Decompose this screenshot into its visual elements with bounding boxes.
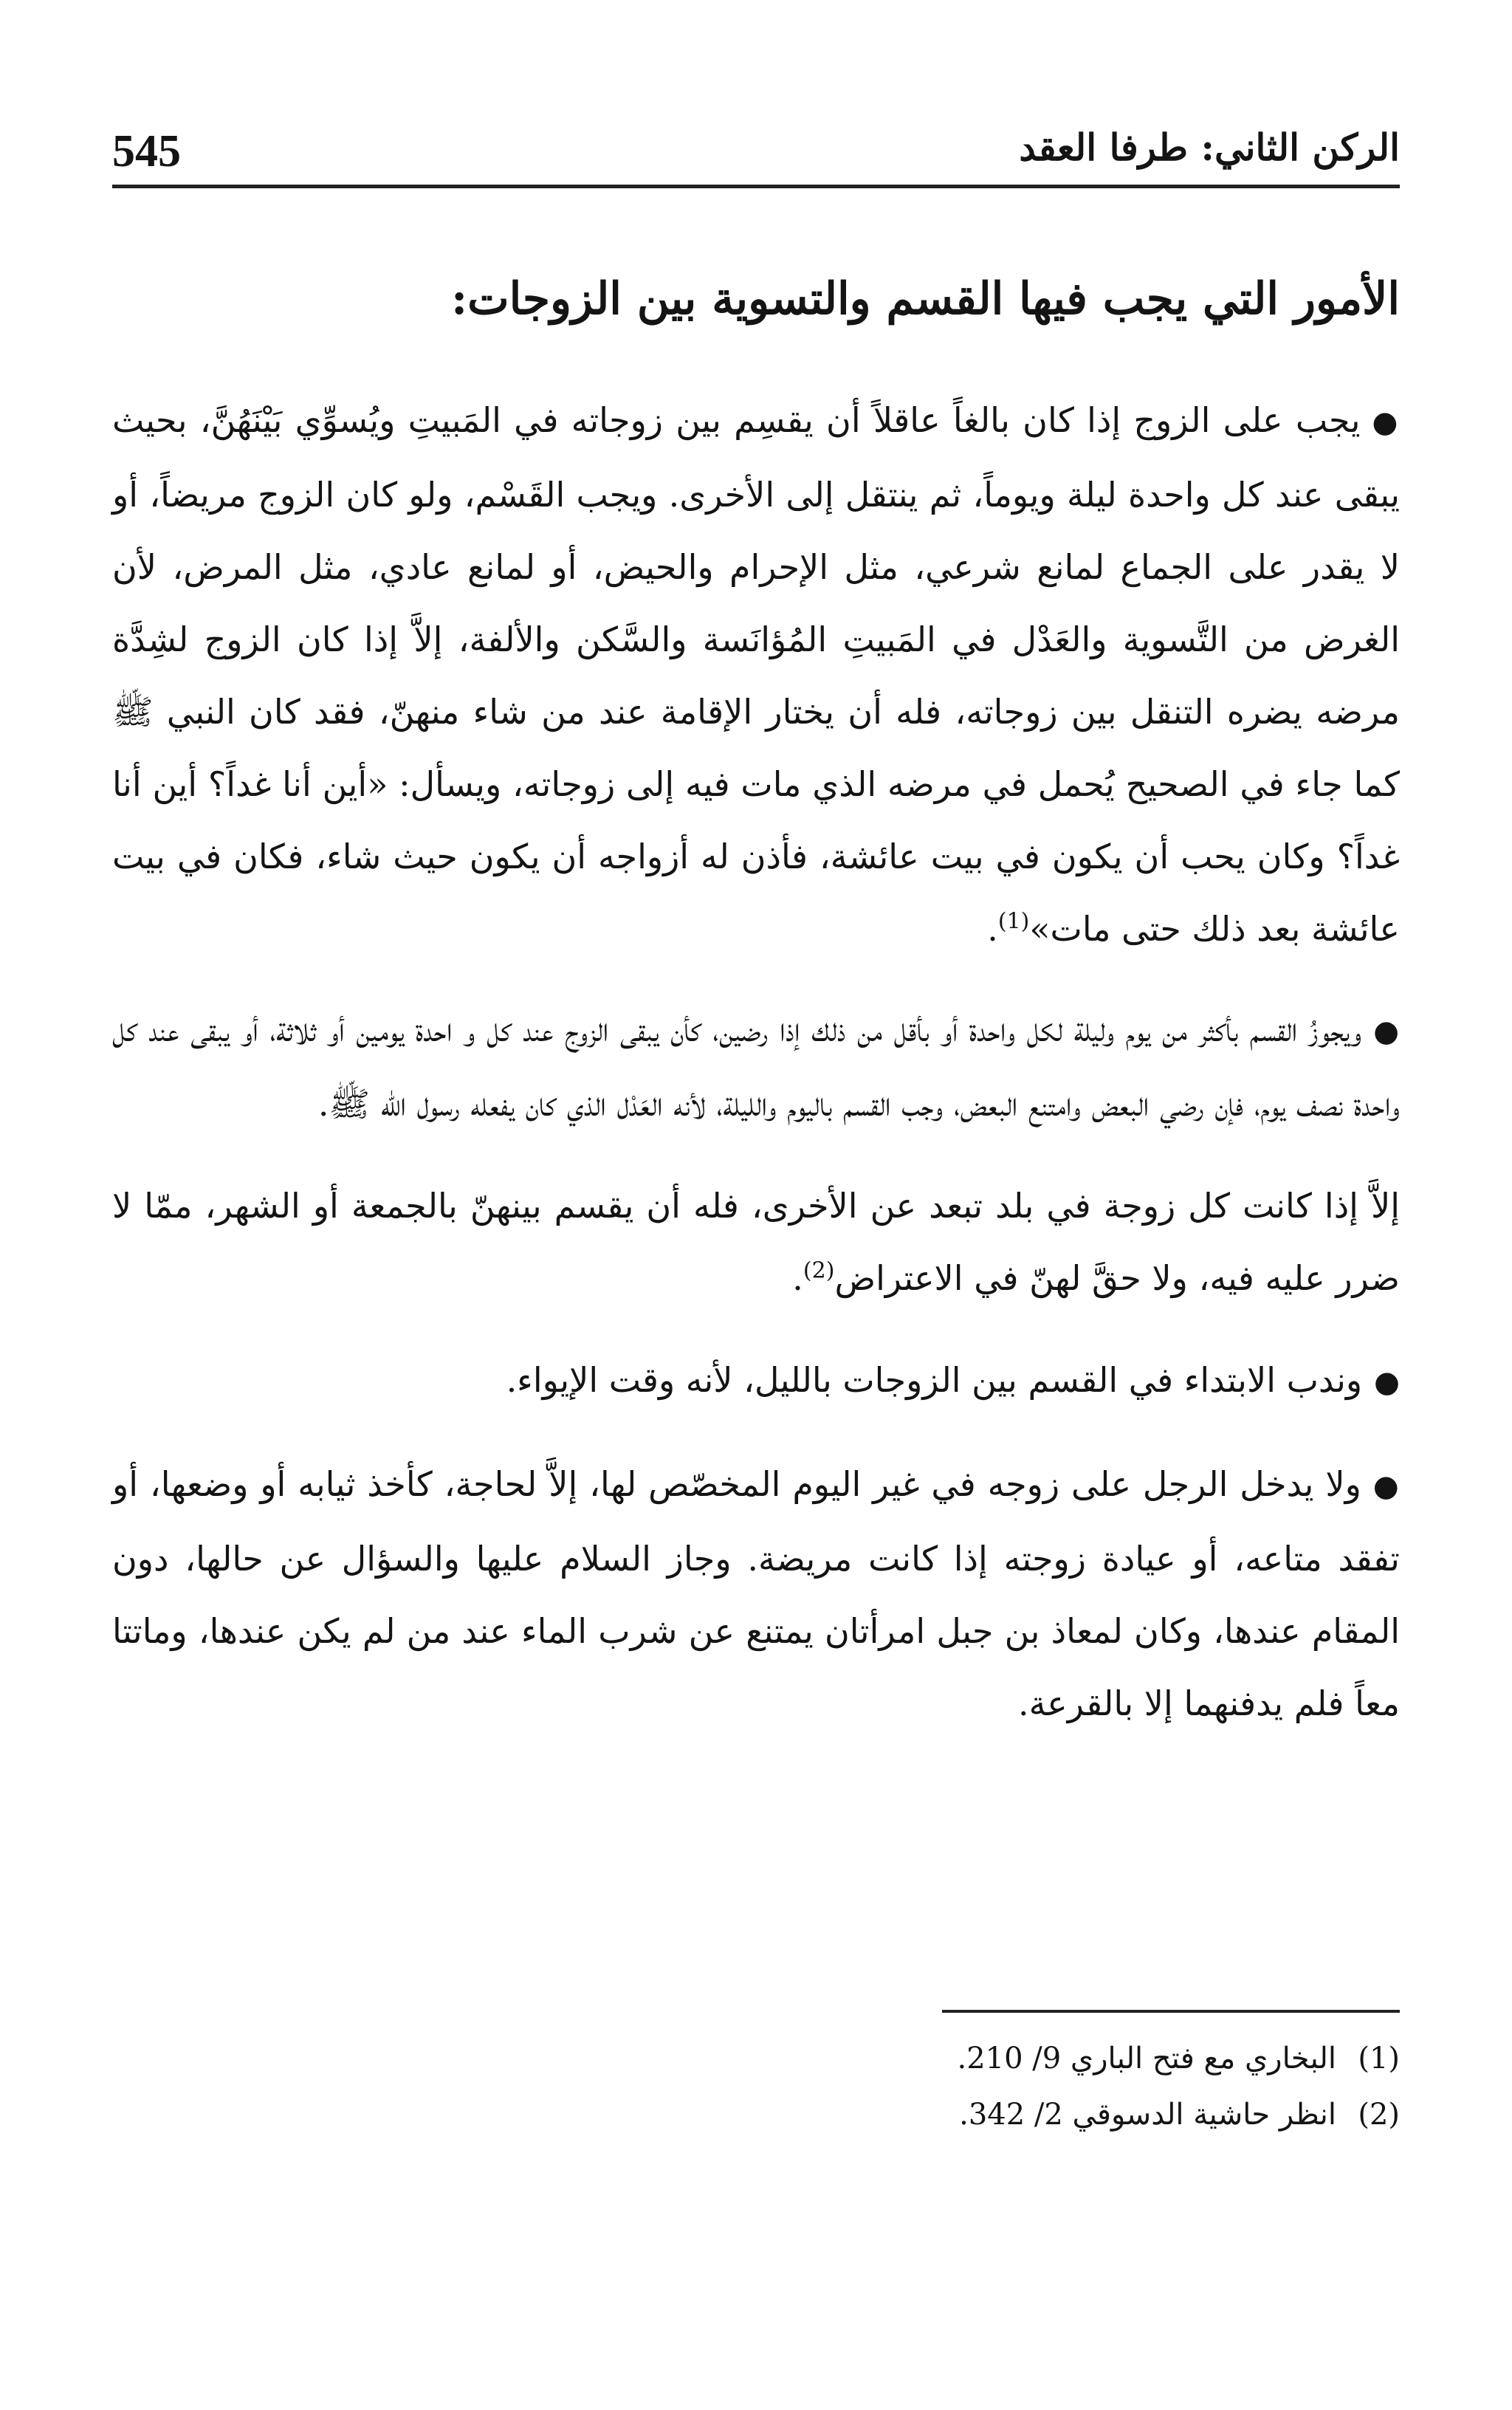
footnote <box>112 2030 1400 2087</box>
paragraph <box>112 1448 1400 1740</box>
paragraph-tail: . <box>792 1258 803 1298</box>
footnote-ref[interactable]: (2) <box>803 1257 835 1284</box>
footnote-text: البخاري مع فتح الباري 9/ 210. <box>957 2042 1336 2076</box>
paragraph <box>112 993 1400 1140</box>
paragraph <box>112 1170 1400 1314</box>
bullet-icon: ● <box>1373 1015 1400 1048</box>
page-header <box>112 118 1400 188</box>
bullet-icon: ● <box>1372 405 1400 439</box>
footnote-text: انظر حاشية الدسوقي 2/ 342. <box>959 2098 1336 2132</box>
paragraph-text: إلاَّ إذا كانت كل زوجة في بلد تبعد عن الأخرى، فله أن يقسم بينهنّ بالجمعة أو الشهر، ممّا لا ضرر عليه فيه، ولا حقَّ لهنّ في الاعتراض <box>112 1186 1400 1298</box>
section-title: الأمور التي يجب فيها القسم والتسوية بين الزوجات: <box>450 273 1400 325</box>
paragraph-tail: . <box>987 909 998 949</box>
running-title: الركن الثاني: طرفا العقد <box>1019 126 1400 169</box>
footnote-number: (1) <box>1358 2042 1400 2076</box>
footnote-divider <box>942 2010 1400 2013</box>
footnote-number: (2) <box>1358 2098 1400 2132</box>
footnotes <box>112 2030 1400 2143</box>
paragraph-text: ولا يدخل الرجل على زوجه في غير اليوم المخصّص لها، إلاَّ لحاجة، كأخذ ثيابه أو وضعها، أو تفقد متاعه، أو عيادة زوجته إذا كانت مريضة. وجاز السلام عليها والسؤال عن حالها، دون المقام عندها، وكان لمعاذ بن جبل امرأتان يمتنع عن شرب الماء عند من لم يكن عندها، وماتتا معاً فلم يدفنهما إلا بالقرعة. <box>112 1464 1400 1723</box>
paragraph <box>112 384 1400 965</box>
footnote <box>112 2087 1400 2143</box>
bullet-icon: ● <box>1372 1469 1401 1503</box>
paragraph <box>112 1344 1400 1418</box>
bullet-icon: ● <box>1374 1365 1400 1399</box>
paragraph-text: ويجوزُ القسم بأكثر من يوم وليلة لكل واحدة أو بأقل من ذلك إذا رضين، كأن يبقى الزوج عند كل و احدة يومين أو ثلاثة، أو يبقى عند كل واحدة نصف يوم، فإن رضي البعض وامتنع البعض، وجب القسم باليوم والليلة، لأنه العَدْل الذي كان يفعله رسول الله ﷺ. <box>112 1009 1400 1124</box>
main-text <box>112 384 1400 1769</box>
footnote-ref[interactable]: (1) <box>997 908 1030 935</box>
paragraph-text: يجب على الزوج إذا كان بالغاً عاقلاً أن يقسِم بين زوجاته في المَبيتِ ويُسوِّي بَيْنَهُنَّ، بحيث يبقى عند كل واحدة ليلة ويوماً، ثم ينتقل إلى الأخرى. ويجب القَسْم، ولو كان الزوج مريضاً، أو لا يقدر على الجماع لمانع شرعي، مثل الإحرام والحيض، أو لمانع عادي، مثل المرض، لأن الغرض من التَّسوية والعَدْل في المَبيتِ المُؤانَسة والسَّكن والألفة، إلاَّ إذا كان الزوج لشِدَّة مرضه يضره التنقل بين زوجاته، فله أن يختار الإقامة عند من شاء منهنّ، فقد كان النبي ﷺ كما جاء في الصحيح يُحمل في مرضه الذي مات فيه إلى زوجاته، ويسأل: «أين أنا غداً؟ أين أنا غداً؟ وكان يحب أن يكون في بيت عائشة، فأذن له أزواجه أن يكون حيث شاء، فكان في بيت عائشة بعد ذلك حتى مات» <box>112 400 1400 949</box>
page-number: 545 <box>112 126 181 176</box>
paragraph-text: وندب الابتداء في القسم بين الزوجات بالليل، لأنه وقت الإيواء. <box>506 1360 1363 1400</box>
